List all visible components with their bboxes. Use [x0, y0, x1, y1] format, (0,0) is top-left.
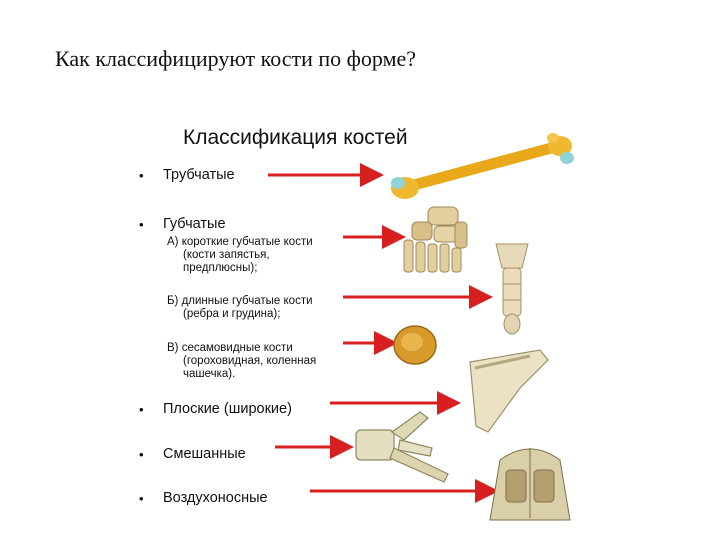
- item-mixed: Смешанные: [163, 446, 246, 462]
- item-flat: Плоские (широкие): [163, 401, 292, 417]
- vertebra-image: [356, 412, 448, 482]
- panel-title: Классификация костей: [183, 126, 408, 149]
- sternum-image: [496, 244, 528, 334]
- item-tubular: Трубчатые: [163, 167, 235, 183]
- sub-line: чашечка).: [183, 368, 236, 380]
- sub-line: А) короткие губчатые кости: [167, 236, 313, 248]
- sub-line: Б) длинные губчатые кости: [167, 295, 313, 307]
- sub-line: (гороховидная, коленная: [183, 355, 317, 367]
- slide-title: Как классифицируют кости по форме?: [55, 46, 417, 71]
- scapula-image: [470, 350, 548, 432]
- bullet: •: [139, 217, 144, 232]
- bullet: •: [139, 491, 144, 506]
- femur-image: [391, 133, 574, 199]
- sub-line: (ребра и грудина);: [183, 308, 281, 320]
- item-pneumatic: Воздухоносные: [163, 490, 268, 506]
- sub-line: В) сесамовидные кости: [167, 342, 293, 354]
- skull-section-image: [490, 448, 570, 520]
- bullet: •: [139, 402, 144, 417]
- sub-line: (кости запястья,: [183, 249, 270, 261]
- foot-bones-image: [404, 207, 467, 272]
- bullet: •: [139, 447, 144, 462]
- patella-image: [394, 326, 436, 364]
- sub-line: предплюсны);: [183, 262, 258, 274]
- bullet: •: [139, 168, 144, 183]
- item-spongy: Губчатые: [163, 216, 226, 232]
